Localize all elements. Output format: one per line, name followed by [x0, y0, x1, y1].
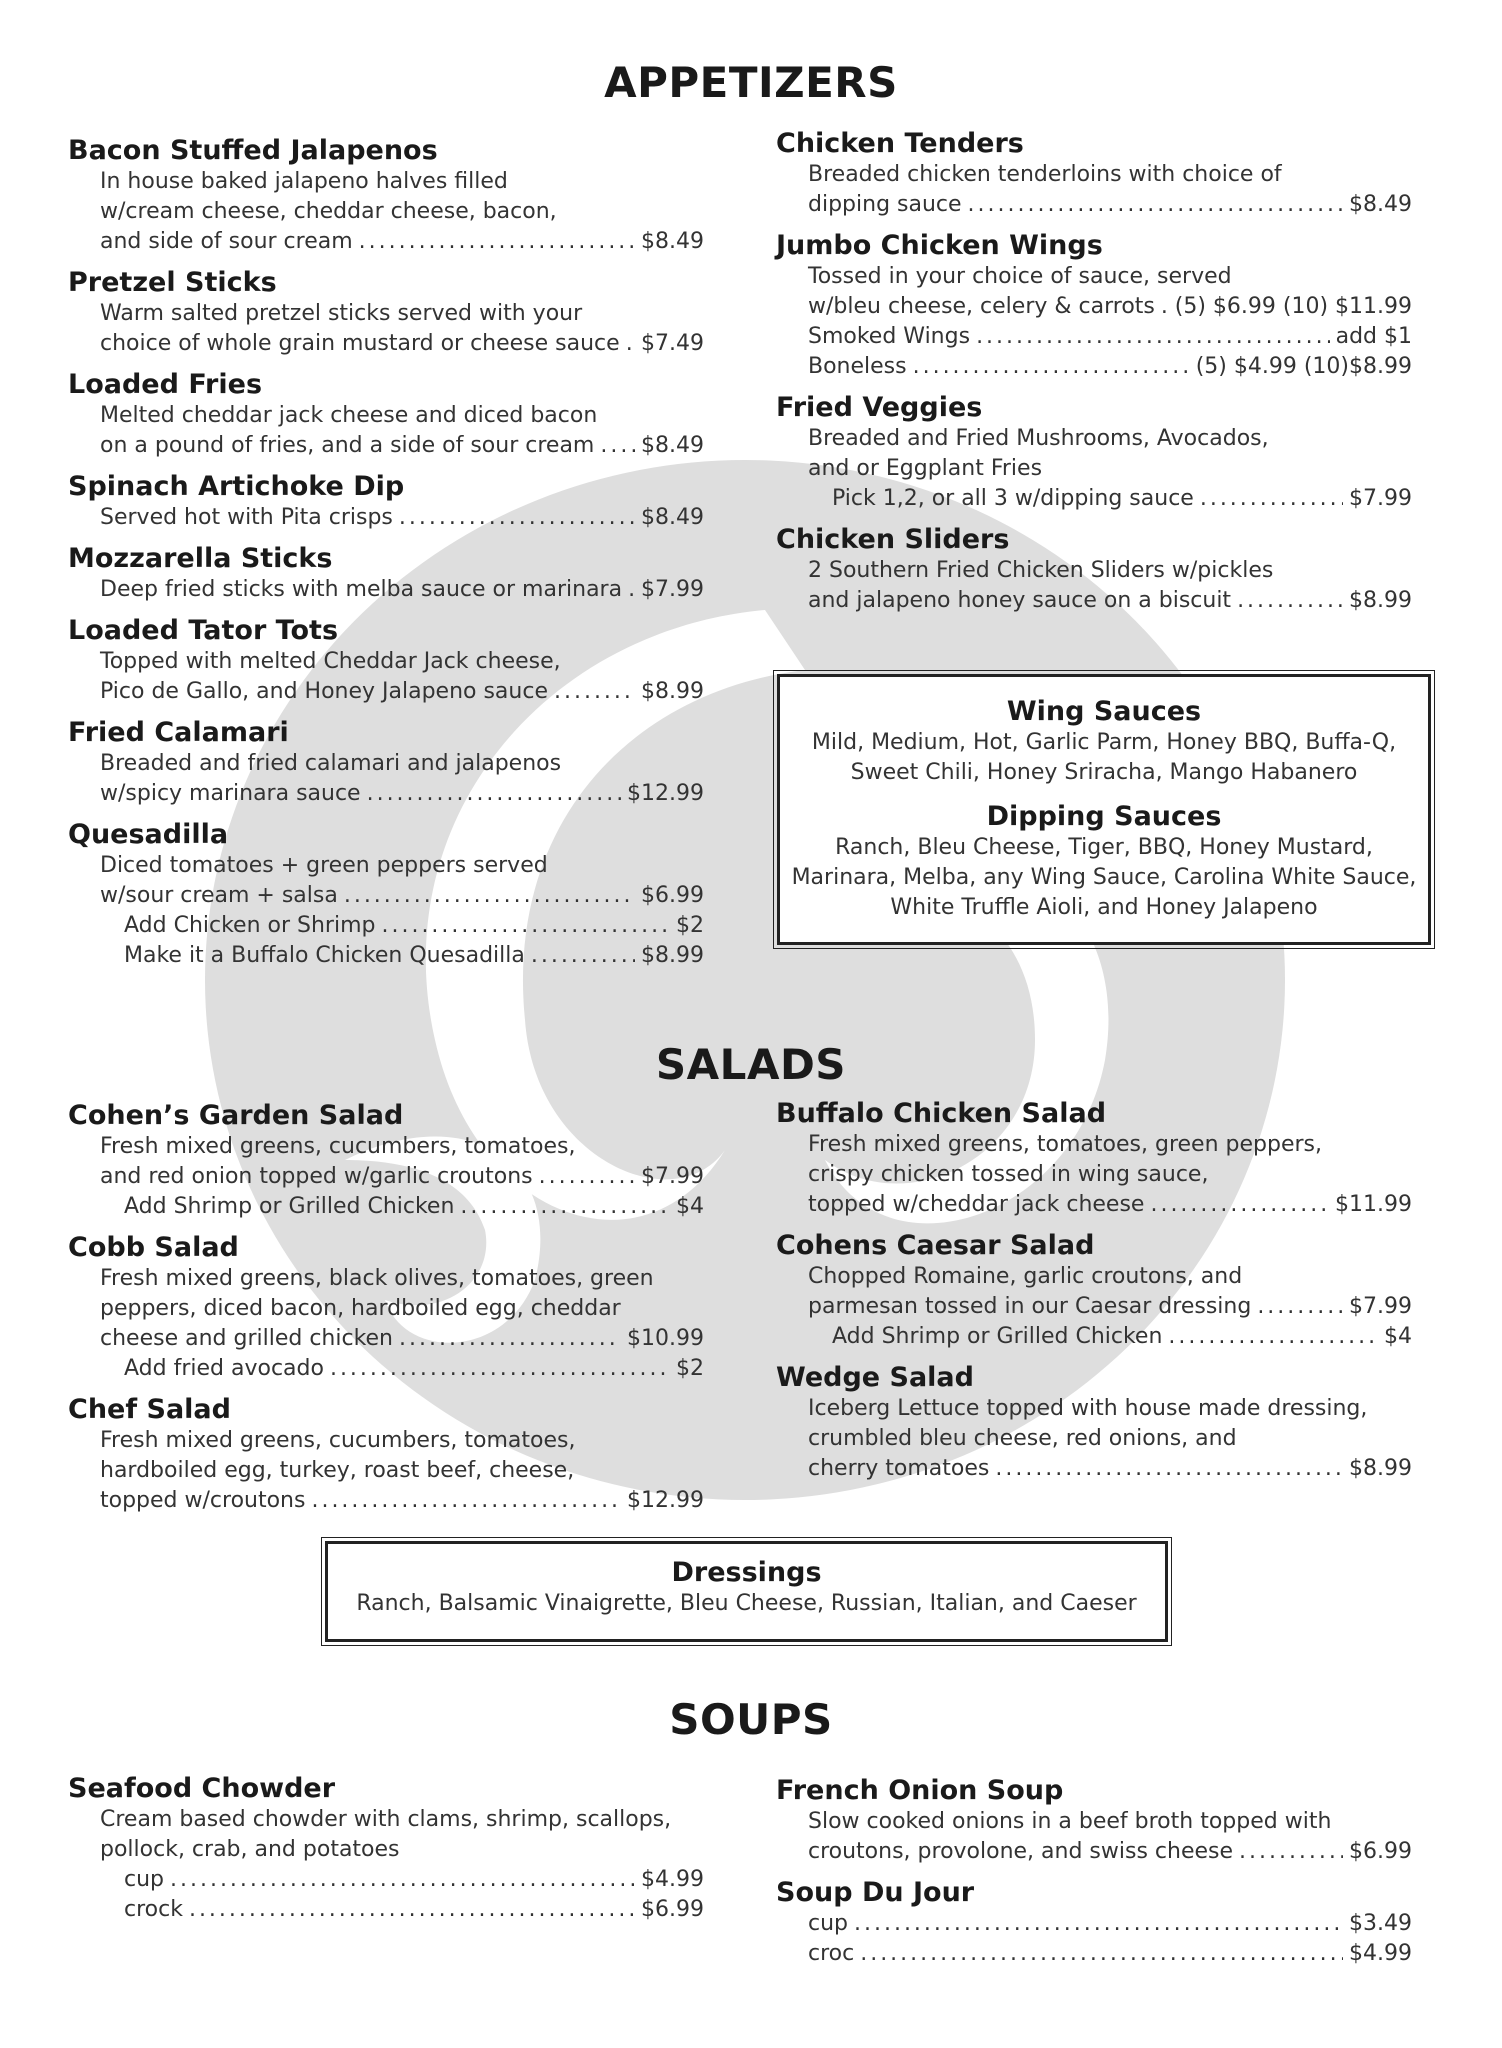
menu-item-description: cheese and grilled chicken [100, 1326, 394, 1351]
menu-item-price: $12.99 [627, 781, 704, 806]
menu-item-price: $4 [676, 1194, 704, 1219]
dot-leader [359, 227, 635, 257]
appetizers-left-column [68, 134, 704, 980]
menu-item-line [776, 1190, 1412, 1220]
menu-item [68, 542, 704, 605]
menu-item-price: $8.99 [1349, 588, 1412, 613]
menu-item-line [68, 1835, 704, 1865]
menu-item-line [776, 292, 1412, 322]
menu-item-line [776, 1322, 1412, 1352]
menu-item-name: Jumbo Chicken Wings [776, 230, 1103, 261]
menu-item-price: $4.99 [641, 1867, 704, 1892]
menu-item-line [68, 911, 704, 941]
menu-item-name: Spinach Artichoke Dip [68, 471, 405, 502]
menu-item [776, 229, 1412, 382]
menu-item [68, 1772, 704, 1925]
salads-right-column [776, 1097, 1412, 1493]
menu-item-description: croc [808, 1941, 855, 1966]
dressings-box [325, 1541, 1168, 1642]
menu-item-line [68, 647, 704, 677]
menu-item-description: and or Eggplant Fries [808, 456, 1043, 481]
menu-item-description: Diced tomatoes + green peppers served [100, 853, 548, 878]
menu-item-line [776, 1454, 1412, 1484]
menu-item-name: Mozzarella Sticks [68, 543, 333, 574]
dot-leader [854, 1909, 1343, 1939]
menu-item-description: Melted cheddar jack cheese and diced bacon [100, 403, 598, 428]
menu-item-price: $8.99 [1349, 1456, 1412, 1481]
menu-item-line [68, 941, 704, 971]
menu-item-description: Fresh mixed greens, tomatoes, green peppers, [808, 1132, 1322, 1157]
menu-item-description: cup [808, 1911, 849, 1936]
menu-item-line [68, 1132, 704, 1162]
menu-item-description: w/bleu cheese, celery & carrots [808, 294, 1155, 319]
menu-item-line [776, 556, 1412, 586]
menu-item-line [68, 329, 704, 359]
menu-item [68, 368, 704, 461]
dot-leader [1239, 1837, 1343, 1867]
menu-item-description: and jalapeno honey sauce on a biscuit [808, 588, 1232, 613]
menu-item-description: Fresh mixed greens, cucumbers, tomatoes, [100, 1134, 576, 1159]
dipping-sauces-title: Dipping Sauces [986, 801, 1222, 832]
menu-item-name: Bacon Stuffed Jalapenos [68, 135, 438, 166]
menu-item-price: $8.49 [641, 433, 704, 458]
section-title-appetizers: APPETIZERS [604, 58, 898, 107]
menu-item-description: peppers, diced bacon, hardboiled egg, cheddar [100, 1296, 621, 1321]
dot-leader [1257, 1292, 1343, 1322]
menu-item-price: $4.99 [1349, 1941, 1412, 1966]
menu-item-name: Fried Calamari [68, 717, 289, 748]
menu-item-description: and red onion topped w/garlic croutons [100, 1164, 533, 1189]
menu-item-name: Cohens Caesar Salad [776, 1230, 1095, 1261]
menu-item-line [68, 197, 704, 227]
menu-item-line [776, 1939, 1412, 1969]
menu-item-line [776, 160, 1412, 190]
menu-item-description: Pico de Gallo, and Honey Jalapeno sauce [100, 679, 548, 704]
menu-item-description: Add fried avocado [124, 1356, 324, 1381]
menu-item [68, 1393, 704, 1516]
dot-leader [626, 329, 635, 359]
section-title-soups: SOUPS [669, 1695, 833, 1744]
menu-item-name: Cohen’s Garden Salad [68, 1100, 404, 1131]
menu-item-price: $12.99 [627, 1488, 704, 1513]
menu-item-line [776, 190, 1412, 220]
dot-leader [399, 1324, 621, 1354]
menu-item-price: $2 [676, 913, 704, 938]
menu-item-description: and side of sour cream [100, 229, 353, 254]
menu-item-description: dipping sauce [808, 192, 962, 217]
dot-leader [170, 1865, 635, 1895]
menu-item-line [776, 1262, 1412, 1292]
menu-item-line [68, 503, 704, 533]
menu-item-description: Add Shrimp or Grilled Chicken [832, 1324, 1163, 1349]
menu-item-description: Breaded and Fried Mushrooms, Avocados, [808, 426, 1269, 451]
menu-item-line [776, 1130, 1412, 1160]
dot-leader [976, 322, 1330, 352]
menu-item-description: Fresh mixed greens, black olives, tomatoes, green [100, 1266, 654, 1291]
menu-item [68, 818, 704, 971]
menu-item-description: Tossed in your choice of sauce, served [808, 264, 1232, 289]
menu-item-line [68, 167, 704, 197]
menu-item-line [776, 1837, 1412, 1867]
dipping-sauces-line: Marinara, Melba, any Wing Sauce, Carolina White Sauce, [791, 865, 1417, 890]
menu-item-line [776, 352, 1412, 382]
menu-item [68, 134, 704, 257]
dot-leader [913, 352, 1190, 382]
menu-item-description: crispy chicken tossed in wing sauce, [808, 1162, 1209, 1187]
menu-item-price: $10.99 [627, 1326, 704, 1351]
menu-item-description: parmesan tossed in our Caesar dressing [808, 1294, 1252, 1319]
menu-item-line [776, 424, 1412, 454]
menu-item-price: $8.49 [641, 229, 704, 254]
menu-item-description: Add Shrimp or Grilled Chicken [124, 1194, 455, 1219]
menu-item-name: Chef Salad [68, 1394, 231, 1425]
menu-item-description: w/spicy marinara sauce [100, 781, 361, 806]
menu-item-line [68, 1895, 704, 1925]
menu-item-description: Fresh mixed greens, cucumbers, tomatoes, [100, 1428, 576, 1453]
dot-leader [1150, 1190, 1329, 1220]
menu-item-description: croutons, provolone, and swiss cheese [808, 1839, 1234, 1864]
menu-item-line [68, 1192, 704, 1222]
menu-item-price: $7.49 [641, 331, 704, 356]
dot-leader [367, 779, 621, 809]
menu-item-description: Add Chicken or Shrimp [124, 913, 376, 938]
menu-item-name: Fried Veggies [776, 392, 983, 423]
menu-item-line [776, 1160, 1412, 1190]
menu-item [776, 1361, 1412, 1484]
menu-item-description: Deep fried sticks with melba sauce or marinara [100, 577, 623, 602]
menu-item-description: Boneless [808, 354, 907, 379]
dot-leader [399, 503, 635, 533]
menu-item-line [776, 322, 1412, 352]
menu-item [68, 614, 704, 707]
soups-right-column [776, 1774, 1412, 1978]
wing-sauces-line: Mild, Medium, Hot, Garlic Parm, Honey BBQ, Buffa-Q, [811, 730, 1397, 755]
menu-item-line [776, 1424, 1412, 1454]
dot-leader [995, 1454, 1343, 1484]
menu-item-name: Quesadilla [68, 819, 229, 850]
menu-item-price: $7.99 [1349, 486, 1412, 511]
menu-item [776, 523, 1412, 616]
menu-item-name: Chicken Sliders [776, 524, 1010, 555]
menu-item-price: $11.99 [1335, 1192, 1412, 1217]
menu-item-description: 2 Southern Fried Chicken Sliders w/pickles [808, 558, 1274, 583]
menu-item-line [776, 1807, 1412, 1837]
menu-item-description: Iceberg Lettuce topped with house made dressing, [808, 1396, 1368, 1421]
menu-item-line [68, 431, 704, 461]
menu-item-line [68, 401, 704, 431]
menu-item-line [68, 227, 704, 257]
menu-item-name: Wedge Salad [776, 1362, 974, 1393]
menu-item-price: $8.49 [641, 505, 704, 530]
menu-item-line [68, 851, 704, 881]
menu-item-line [68, 1162, 704, 1192]
menu-item-line [68, 1294, 704, 1324]
menu-item-description: Breaded and fried calamari and jalapenos [100, 751, 562, 776]
menu-item-price: $6.99 [1349, 1839, 1412, 1864]
menu-item-line [68, 881, 704, 911]
menu-item-line [68, 299, 704, 329]
menu-item-line [68, 779, 704, 809]
dot-leader [1200, 484, 1343, 514]
menu-item-line [776, 1292, 1412, 1322]
menu-item-line [776, 454, 1412, 484]
salads-left-column [68, 1099, 704, 1525]
menu-item-description: crock [124, 1897, 183, 1922]
menu-item-description: hardboiled egg, turkey, roast beef, cheese, [100, 1458, 575, 1483]
menu-item-line [776, 1394, 1412, 1424]
menu-item-description: In house baked jalapeno halves filled [100, 169, 508, 194]
menu-item [776, 1876, 1412, 1969]
menu-item-name: Buffalo Chicken Salad [776, 1098, 1107, 1129]
menu-item-price: $8.49 [1349, 192, 1412, 217]
menu-item-name: French Onion Soup [776, 1775, 1064, 1806]
menu-item-description: cup [124, 1867, 165, 1892]
dot-leader [628, 575, 635, 605]
menu-item-line [68, 1456, 704, 1486]
dot-leader [330, 1354, 670, 1384]
dot-leader [460, 1192, 670, 1222]
menu-item [68, 716, 704, 809]
menu-item-description: Cream based chowder with clams, shrimp, scallops, [100, 1807, 672, 1832]
dot-leader [1161, 292, 1169, 322]
menu-item-description: w/cream cheese, cheddar cheese, bacon, [100, 199, 557, 224]
dressings-title: Dressings [671, 1557, 822, 1588]
dot-leader [344, 881, 635, 911]
menu-item-line [68, 575, 704, 605]
menu-item-line [68, 749, 704, 779]
dipping-sauces-line: Ranch, Bleu Cheese, Tiger, BBQ, Honey Mustard, [835, 835, 1373, 860]
dot-leader [600, 431, 635, 461]
menu-item-line [68, 1264, 704, 1294]
menu-item-description: Make it a Buffalo Chicken Quesadilla [124, 943, 525, 968]
menu-item-line [68, 1865, 704, 1895]
menu-item-name: Seafood Chowder [68, 1773, 336, 1804]
menu-item [68, 470, 704, 533]
menu-item-line [68, 1486, 704, 1516]
menu-item-name: Cobb Salad [68, 1232, 239, 1263]
wing-sauces-line: Sweet Chili, Honey Sriracha, Mango Habanero [850, 760, 1358, 785]
dressings-text: Ranch, Balsamic Vinaigrette, Bleu Cheese, Russian, Italian, and Caeser [356, 1591, 1137, 1616]
menu-item-price: $8.99 [641, 679, 704, 704]
menu-item-name: Chicken Tenders [776, 128, 1024, 159]
wing-sauces-title: Wing Sauces [1006, 696, 1202, 727]
menu-item-description: Slow cooked onions in a beef broth topped with [808, 1809, 1332, 1834]
dot-leader [860, 1939, 1343, 1969]
menu-item-line [776, 484, 1412, 514]
menu-item-line [68, 1426, 704, 1456]
menu-item-line [68, 677, 704, 707]
menu-item-line [776, 586, 1412, 616]
menu-item-description: topped w/cheddar jack cheese [808, 1192, 1145, 1217]
menu-item-price: $8.99 [641, 943, 704, 968]
menu-item [776, 391, 1412, 514]
dot-leader [311, 1486, 621, 1516]
menu-item-description: Served hot with Pita crisps [100, 505, 393, 530]
menu-item-description: topped w/croutons [100, 1488, 306, 1513]
menu-item-price: add $1 [1335, 324, 1412, 349]
menu-item-name: Loaded Tator Tots [68, 615, 339, 646]
menu-item-description: on a pound of fries, and a side of sour cream [100, 433, 595, 458]
menu-item [68, 1099, 704, 1222]
menu-item-description: Breaded chicken tenderloins with choice of [808, 162, 1282, 187]
dot-leader [1237, 586, 1343, 616]
menu-item-name: Soup Du Jour [776, 1877, 975, 1908]
menu-item-price: $4 [1384, 1324, 1412, 1349]
menu-item-price: $3.49 [1349, 1911, 1412, 1936]
menu-item-description: w/sour cream + salsa [100, 883, 338, 908]
menu-item-price: $7.99 [641, 577, 704, 602]
menu-item-description: Pick 1,2, or all 3 w/dipping sauce [832, 486, 1194, 511]
menu-item-description: cherry tomatoes [808, 1456, 990, 1481]
menu-item-line [776, 1909, 1412, 1939]
menu-item [776, 1229, 1412, 1352]
menu-item-description: Topped with melted Cheddar Jack cheese, [100, 649, 561, 674]
menu-item-description: pollock, crab, and potatoes [100, 1837, 400, 1862]
menu-item-line [68, 1805, 704, 1835]
menu-item-name: Pretzel Sticks [68, 267, 277, 298]
menu-item-description: Smoked Wings [808, 324, 971, 349]
menu-item [68, 1231, 704, 1384]
menu-item-description: choice of whole grain mustard or cheese sauce [100, 331, 620, 356]
dot-leader [539, 1162, 635, 1192]
dipping-sauces-line: White Truffle Aioli, and Honey Jalapeno [890, 895, 1318, 920]
menu-item-line [68, 1324, 704, 1354]
menu-item-name: Loaded Fries [68, 369, 263, 400]
menu-item [776, 1097, 1412, 1220]
appetizers-right-column [776, 127, 1412, 625]
menu-item-line [776, 262, 1412, 292]
menu-item-description: Chopped Romaine, garlic croutons, and [808, 1264, 1243, 1289]
menu-item-line [68, 1354, 704, 1384]
menu-item-price: $6.99 [641, 883, 704, 908]
menu-item [776, 127, 1412, 220]
menu-item-price: $2 [676, 1356, 704, 1381]
menu-item-price: $6.99 [641, 1897, 704, 1922]
menu-item-description: Warm salted pretzel sticks served with your [100, 301, 583, 326]
dot-leader [968, 190, 1343, 220]
menu-item [776, 1774, 1412, 1867]
sauces-box [777, 674, 1431, 945]
menu-item-description: crumbled bleu cheese, red onions, and [808, 1426, 1237, 1451]
dot-leader [554, 677, 635, 707]
menu-item-price: $7.99 [1349, 1294, 1412, 1319]
dot-leader [1168, 1322, 1378, 1352]
menu-item-price: $7.99 [641, 1164, 704, 1189]
menu-item-price: (5) $6.99 (10) $11.99 [1174, 294, 1412, 319]
dot-leader [382, 911, 671, 941]
menu-item-price: (5) $4.99 (10)$8.99 [1195, 354, 1412, 379]
dot-leader [531, 941, 635, 971]
menu-item [68, 266, 704, 359]
dot-leader [189, 1895, 635, 1925]
section-title-salads: SALADS [655, 1040, 847, 1089]
soups-left-column [68, 1772, 704, 1934]
